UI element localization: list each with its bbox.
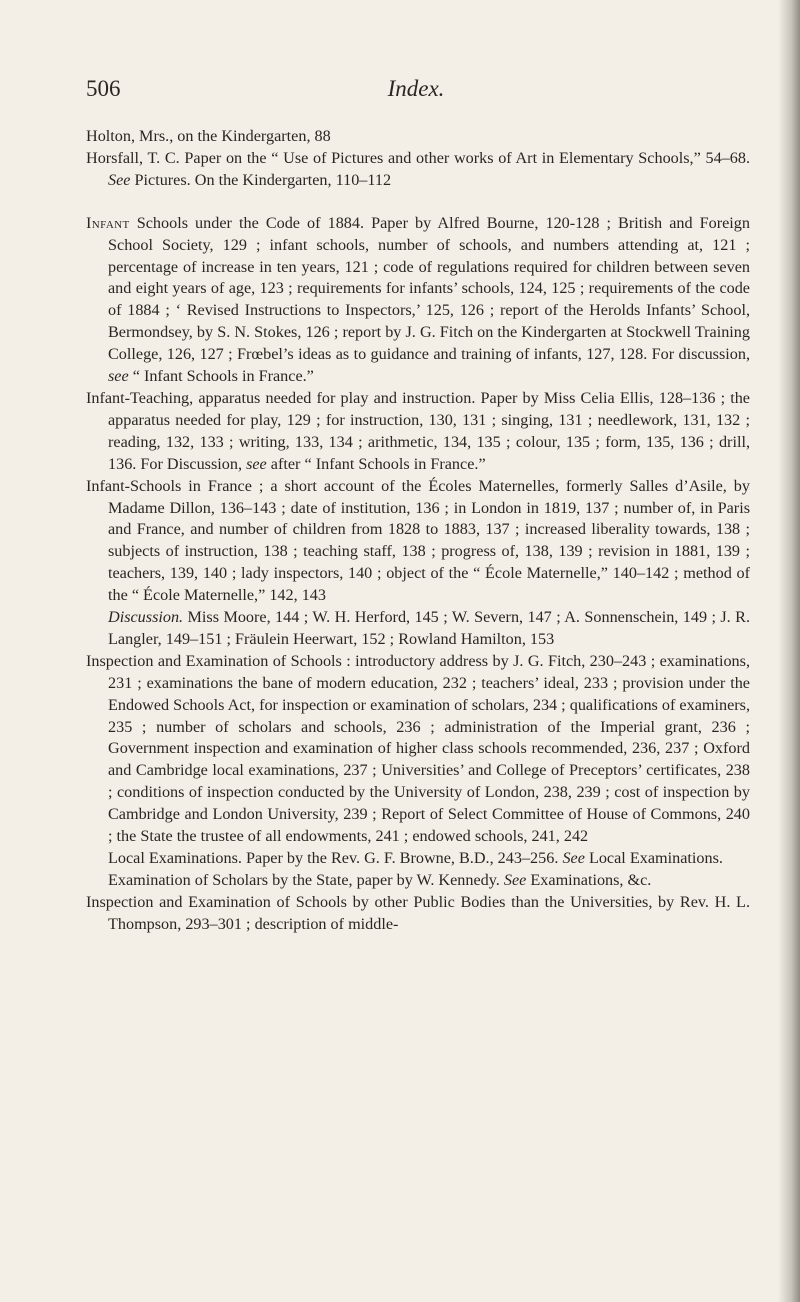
entry-lead-word: Infant — [86, 213, 130, 232]
entry-text: “ Infant Schools in France.” — [128, 367, 314, 386]
discussion-label: Discussion. — [108, 608, 184, 627]
page-header — [86, 76, 746, 110]
see-reference: See — [562, 849, 585, 867]
index-entry-inspection — [86, 651, 750, 848]
entry-text: Holton, Mrs., on the Kindergarten, 88 — [86, 127, 331, 145]
running-title: Index. — [387, 76, 445, 101]
entry-text: Inspection and Examination of Schools by other Public Bodies than the Universities, by Rev. H. L. Thompson, 293–301 ; description of middle- — [86, 892, 750, 933]
entry-text: Infant-Teaching, apparatus needed for play and instruction. Paper by Miss Celia Ellis, 128–136 ; the apparatus needed for play, 129 ; for instruction, 130, 131 ; singing, 131 ; needlework, 131, 132 ; reading, 132, 133 ; writing, 133, 134 ; arithmetic, 134, 135 ; colour, 135 ; form, 135, 136 ; drill, 136. For Discussion, — [86, 388, 750, 473]
page-edge-shadow — [778, 0, 800, 1302]
index-entry-discussion — [86, 607, 750, 651]
entry-text: Miss Moore, 144 ; W. H. Herford, 145 ; W. Severn, 147 ; A. Sonnenschein, 149 ; J. R. Langler, 149–151 ; Fräulein Heerwart, 152 ; Rowland Hamilton, 153 — [108, 608, 750, 648]
index-body — [86, 126, 750, 936]
entry-text: Infant-Schools in France ; a short account of the Écoles Maternelles, formerly Salles d’Asile, by Madame Dillon, 136–143 ; date of institution, 136 ; in London in 1819, 137 ; number of, in Paris and France, and number of children from 1828 to 1883, 137 ; increased liberality towards, 138 ; subjects of instruction, 138 ; teaching staff, 138 ; progress of, 138, 139 ; revision in 1881, 139 ; teachers, 139, 140 ; lady inspectors, 140 ; object of the “ École Maternelle,” 140–142 ; method of the “ École Maternelle,” 142, 143 — [86, 476, 750, 605]
index-entry-holton — [86, 126, 750, 148]
index-entry-infant-schools-france — [86, 476, 750, 607]
index-entry-inspection-public-bodies — [86, 892, 750, 936]
entry-text: Inspection and Examination of Schools : introductory address by J. G. Fitch, 230–243 ; examinations, 231 ; examinations the bane of modern education, 232 ; teachers’ ideal, 233 ; provision under the Endowed Schools Act, for inspection or examination of scholars, 234 ; qualifications of examiners, 235 ; number of scholars and schools, 236 ; administration of the Imperial grant, 236 ; Government inspection and examination of higher class schools recommended, 236, 237 ; Oxford and Cambridge local examinations, 237 ; Universities’ and College of Preceptors’ certificates, 238 ; conditions of inspection conducted by the University of London, 238, 239 ; cost of inspection by Cambridge and London University, 239 ; Report of Select Committee of House of Commons, 240 ; the State the trustee of all endowments, 241 ; endowed schools, 241, 242 — [86, 651, 750, 846]
page-number: 506 — [86, 76, 121, 101]
index-entry-examination-scholars — [86, 870, 750, 892]
entry-text: Schools under the Code of 1884. Paper by Alfred Bourne, 120-128 ; British and Foreign School Society, 129 ; infant schools, number of schools, and numbers attending at, 121 ; percentage of increase in ten years, 121 ; code of regulations required for children between seven and eight years of age, 123 ; requirements for infants’ schools, 124, 125 ; requirements of the code of 1884 ; ‘ Revised Instructions to Inspectors,’ 125, 126 ; report of the Herolds Infants’ School, Bermondsey, by S. N. Stokes, 126 ; report by J. G. Fitch on the Kindergarten at Stockwell Training College, 126, 127 ; Frœbel’s ideas as to guidance and training of infants, 127, 128. For discussion, — [108, 213, 750, 364]
entry-text: Examinations, &c. — [526, 870, 652, 889]
entry-text: Examination of Scholars by the State, paper by W. Kennedy. — [108, 870, 504, 889]
entry-text: Local Examinations. Paper by the Rev. G. F. Browne, B.D., 243–256. — [108, 849, 563, 867]
index-entry-horsfall — [86, 148, 750, 192]
entry-text: Pictures. On the Kindergarten, 110–112 — [130, 170, 392, 189]
entry-text: Horsfall, T. C. Paper on the “ Use of Pictures and other works of Art in Elementary Schools,” 54–68. — [86, 148, 750, 167]
entry-text: after “ Infant Schools in France.” — [266, 454, 486, 473]
see-reference: See — [503, 870, 527, 889]
see-reference: see — [246, 454, 267, 473]
see-reference: see — [108, 367, 129, 386]
index-entry-infant-schools — [86, 213, 750, 388]
index-entry-local-examinations — [86, 848, 750, 870]
index-entry-infant-teaching — [86, 388, 750, 476]
see-reference: See — [108, 170, 131, 189]
entry-text: Local Examinations. — [584, 849, 723, 867]
